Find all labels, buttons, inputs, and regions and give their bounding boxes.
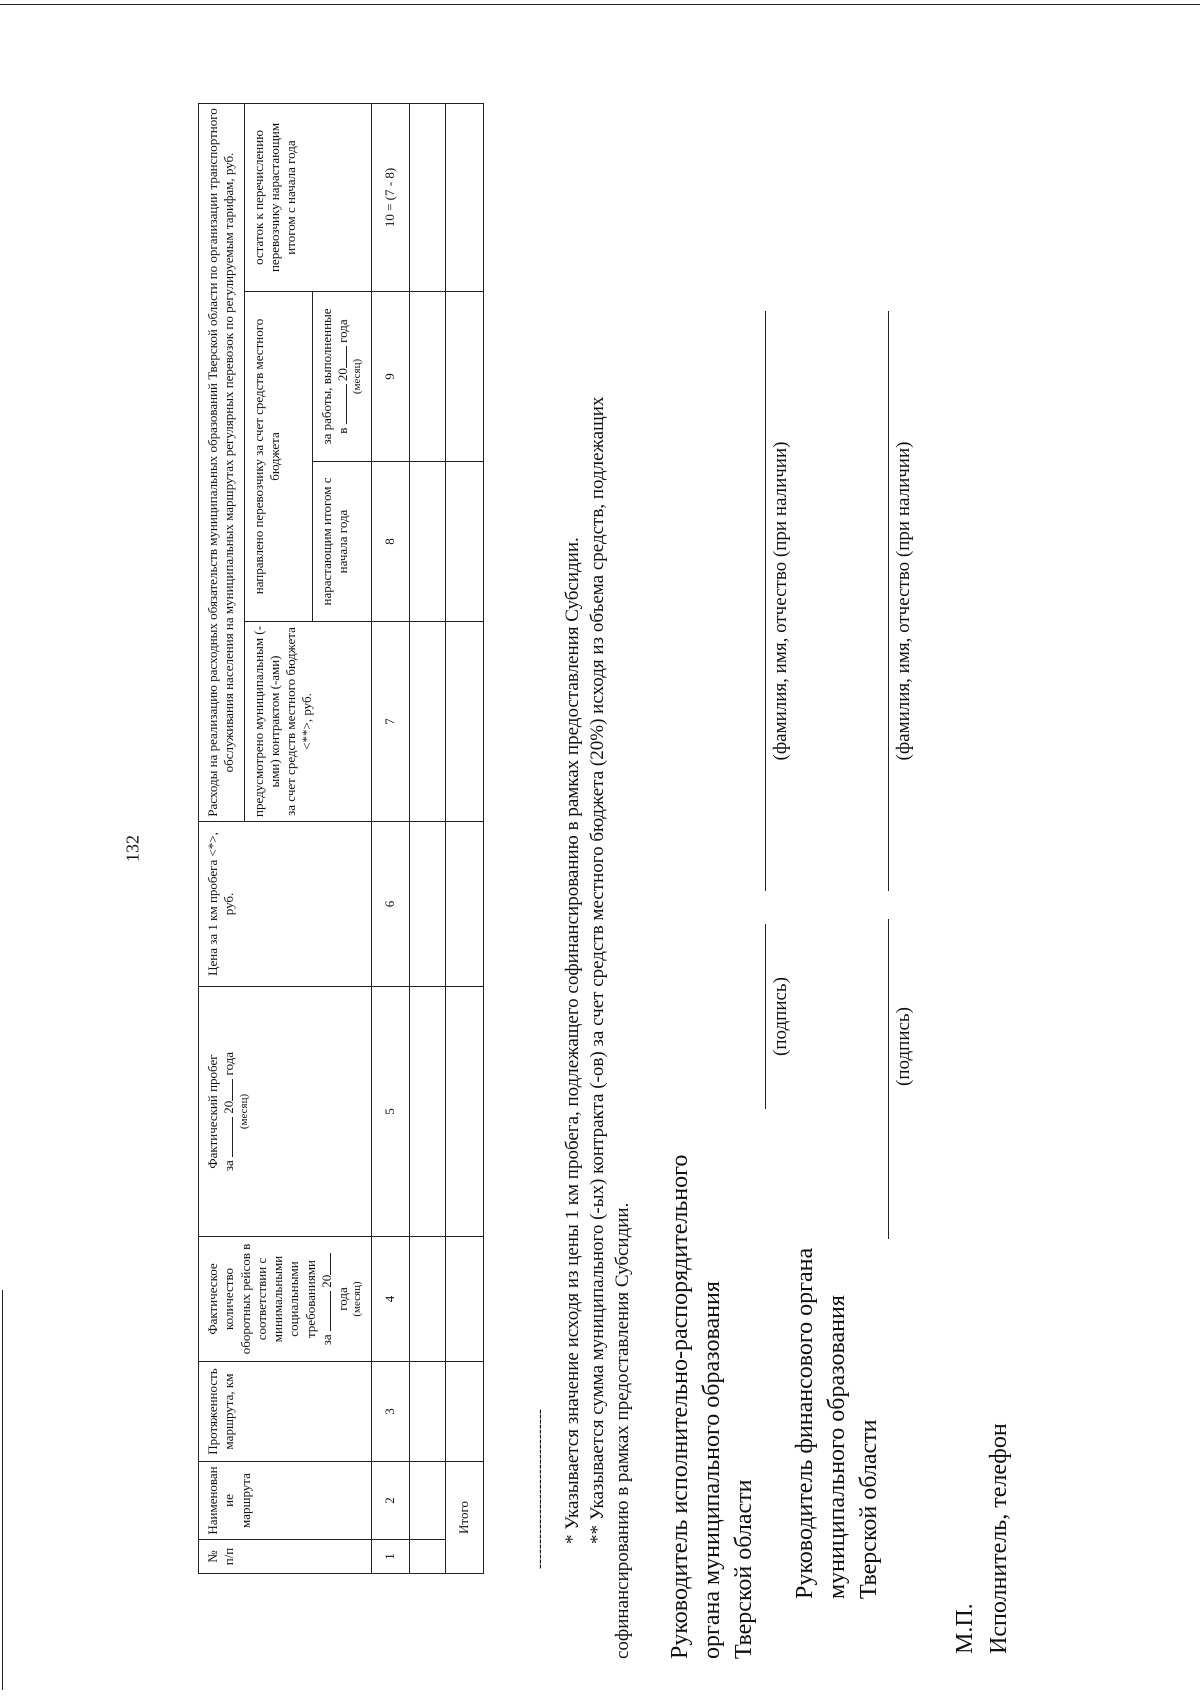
- mileage-year: года: [221, 1051, 237, 1076]
- works-text: за работы, выполненные: [318, 308, 334, 445]
- mileage-twenty: 20: [221, 1100, 237, 1114]
- header-directed-group: направлено перевозчику за счет средств местного бюджета: [244, 292, 312, 622]
- trips-year: года: [335, 1287, 350, 1311]
- header-trips: [199, 1237, 372, 1362]
- exec-signature-line: [765, 924, 766, 1109]
- total-cell: [446, 1237, 484, 1362]
- works-v: в: [335, 427, 350, 434]
- fin-signature-caption: (подпись): [893, 1007, 914, 1086]
- stamp-label: М.П.: [952, 1603, 978, 1654]
- num-cell: 9: [372, 292, 410, 462]
- header-price: Цена за 1 км пробега <*>, руб.: [199, 822, 372, 987]
- num-cell: 2: [372, 1462, 410, 1540]
- total-cell: [446, 103, 484, 291]
- total-cell: [446, 292, 484, 462]
- header-remainder: остаток к перечислению перевозчику нарастающим итогом с начала года: [244, 103, 372, 291]
- empty-cell: [410, 1462, 446, 1540]
- head-exec-line2: органа муниципального образования: [699, 1281, 725, 1659]
- total-row: [446, 103, 484, 1573]
- works-year: года: [335, 319, 350, 343]
- trips-za: за: [318, 1334, 334, 1346]
- trips-month-caption: (месяц): [351, 1281, 364, 1317]
- footnote-rule: --------------------------------: [532, 1409, 548, 1569]
- num-cell: 1: [372, 1540, 410, 1574]
- head-fin-line3: Тверской области: [856, 1419, 882, 1599]
- report-table: [198, 103, 484, 1574]
- header-num: № п/п: [199, 1540, 372, 1574]
- exec-signature-caption: (подпись): [770, 977, 791, 1056]
- exec-name-caption: (фамилия, имя, отчество (при наличии): [770, 441, 791, 761]
- empty-cell: [410, 292, 446, 462]
- empty-cell: [410, 1362, 446, 1462]
- num-cell: 6: [372, 822, 410, 987]
- empty-cell: [410, 462, 446, 622]
- works-blank-month: [346, 384, 347, 424]
- numbering-row: [372, 103, 410, 1573]
- footnote-2-line1: ** Указывается сумма муниципального (-ых) контракта (-ов) за счет средств местного бюджета (20%) исходя из объема средств, подлежащих: [587, 396, 608, 1544]
- num-cell: 5: [372, 987, 410, 1237]
- header-route-name: Наименован ие маршрута: [199, 1462, 372, 1540]
- trips-blank-year: [330, 1253, 331, 1275]
- contract-line1: предусмотрено муниципальным (-ыми) контрактом (-ами): [250, 626, 282, 817]
- exec-name-line: [765, 311, 766, 891]
- executor-label: Исполнитель, телефон: [986, 1423, 1012, 1654]
- total-label: Итого: [446, 1462, 484, 1574]
- head-fin-line2: муниципального образования: [824, 1295, 850, 1599]
- empty-cell: [410, 987, 446, 1237]
- header-cumulative: нарастающим итогом с начала года: [312, 462, 371, 622]
- empty-cell: [410, 103, 446, 291]
- header-mileage: [199, 987, 372, 1237]
- empty-cell: [410, 622, 446, 822]
- head-exec-line1: Руководитель исполнительно-распорядительного: [667, 1154, 693, 1659]
- num-cell: 4: [372, 1237, 410, 1362]
- header-trips-text: Фактическое количество оборотных рейсов в соответствии с минимальными социальными требованиями: [205, 1243, 318, 1355]
- empty-cell: [410, 1540, 446, 1574]
- total-cell: [446, 987, 484, 1237]
- empty-cell: [410, 822, 446, 987]
- header-contract: [244, 622, 372, 822]
- head-fin-line1: Руководитель финансового органа: [792, 1247, 818, 1599]
- head-exec-line3: Тверской области: [731, 1479, 757, 1659]
- page-number: 132: [122, 835, 143, 862]
- footnote-2-line2: софинансированию в рамках предоставления Субсидии.: [612, 1202, 633, 1659]
- mileage-za: за: [221, 1160, 237, 1172]
- trips-twenty: 20: [318, 1274, 334, 1288]
- total-cell: [446, 1362, 484, 1462]
- footnote-1: * Указывается значение исходя из цены 1 км пробега, подлежащего софинансированию в рамках предоставления Субсидии.: [562, 537, 583, 1544]
- works-twenty: 20: [335, 368, 350, 382]
- num-cell: 10 = (7 - 8): [372, 103, 410, 291]
- trips-blank-month: [330, 1291, 331, 1331]
- num-cell: 3: [372, 1362, 410, 1462]
- total-cell: [446, 462, 484, 622]
- header-route-length: Протяженность маршрута, км: [199, 1362, 372, 1462]
- header-expenses-group: Расходы на реализацию расходных обязательств муниципальных образований Тверской области по организации транспортного обслуживания населения на муниципальных маршрутах регулярных перевозок по регулируемым тарифам, руб.: [199, 103, 245, 821]
- empty-cell: [410, 1237, 446, 1362]
- works-blank-year: [346, 346, 347, 368]
- fin-signature-line: [888, 919, 889, 1239]
- total-cell: [446, 622, 484, 822]
- fin-name-line: [888, 311, 889, 891]
- mileage-month-caption: (месяц): [237, 1093, 250, 1130]
- num-cell: 7: [372, 622, 410, 822]
- works-month-caption: (месяц): [351, 358, 364, 395]
- mileage-blank-year: [232, 1079, 233, 1101]
- header-mileage-text: Фактический пробег: [205, 1054, 220, 1169]
- mileage-blank-month: [232, 1117, 233, 1157]
- header-works: [312, 292, 371, 462]
- empty-data-row: [410, 103, 446, 1573]
- fin-name-caption: (фамилия, имя, отчество (при наличии): [893, 441, 914, 761]
- header-row-1: [199, 103, 245, 1573]
- num-cell: 8: [372, 462, 410, 622]
- contract-line2: за счет средств местного бюджета <**>, руб.: [283, 627, 315, 816]
- total-cell: [446, 822, 484, 987]
